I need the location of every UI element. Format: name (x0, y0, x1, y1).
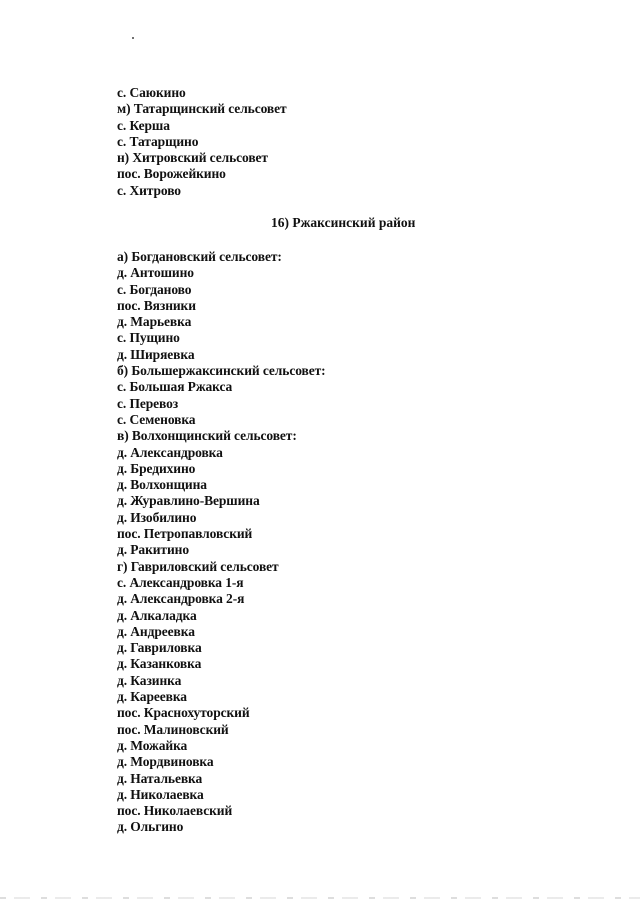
list-item: д. Александровка (117, 444, 223, 460)
list-item: с. Пущино (117, 330, 180, 346)
list-item: д. Антошино (117, 265, 194, 281)
list-item: д. Казанковка (117, 656, 202, 672)
list-item: д. Можайка (117, 737, 188, 753)
list-item: с. Хитрово (117, 182, 181, 198)
list-item: пос. Малиновский (117, 721, 229, 737)
list-item: г) Гавриловский сельсовет (117, 558, 279, 574)
section-heading: 16) Ржаксинский район (271, 215, 416, 230)
scan-edge-artifact (0, 897, 640, 899)
list-item: д. Кареевка (117, 689, 187, 705)
settlement-list-top (117, 85, 287, 199)
list-item: н) Хитровский сельсовет (117, 150, 268, 166)
list-item: б) Большержаксинский сельсовет: (117, 363, 326, 379)
scan-speck (132, 37, 134, 39)
list-item: д. Изобилино (117, 509, 197, 525)
list-item: с. Саюкино (117, 85, 186, 100)
list-item: д. Алкаладка (117, 607, 197, 623)
list-item: с. Большая Ржакса (117, 379, 233, 395)
list-item: д. Ольгино (117, 819, 184, 835)
list-item: д. Волхонщина (117, 477, 207, 493)
list-item: пос. Краснохуторский (117, 705, 250, 721)
list-item: д. Журавлино-Вершина (117, 493, 260, 509)
list-item: м) Татарщинский сельсовет (117, 101, 287, 117)
list-item: д. Бредихино (117, 460, 196, 476)
list-item: д. Гавриловка (117, 640, 202, 656)
list-item: с. Татарщино (117, 133, 199, 149)
list-item: д. Казинка (117, 672, 182, 688)
list-item: д. Марьевка (117, 314, 192, 330)
list-item: с. Богданово (117, 281, 192, 297)
list-item: с. Керша (117, 117, 170, 133)
list-item: д. Натальевка (117, 770, 203, 786)
list-item: д. Андреевка (117, 623, 195, 639)
list-item: а) Богдановский сельсовет: (117, 249, 282, 264)
list-item: д. Ракитино (117, 542, 189, 558)
list-item: пос. Ворожейкино (117, 166, 226, 182)
list-item: с. Александровка 1-я (117, 574, 244, 590)
list-item: в) Волхонщинский сельсовет: (117, 428, 297, 444)
list-item: пос. Николаевский (117, 803, 233, 819)
settlement-list-main (117, 249, 326, 836)
list-item: пос. Петропавловский (117, 526, 253, 542)
list-item: д. Николаевка (117, 786, 204, 802)
list-item: пос. Вязники (117, 297, 196, 313)
list-item: с. Семеновка (117, 411, 196, 427)
list-item: д. Александровка 2-я (117, 591, 245, 607)
list-item: с. Перевоз (117, 395, 179, 411)
list-item: д. Ширяевка (117, 346, 195, 362)
list-item: д. Мордвиновка (117, 754, 214, 770)
